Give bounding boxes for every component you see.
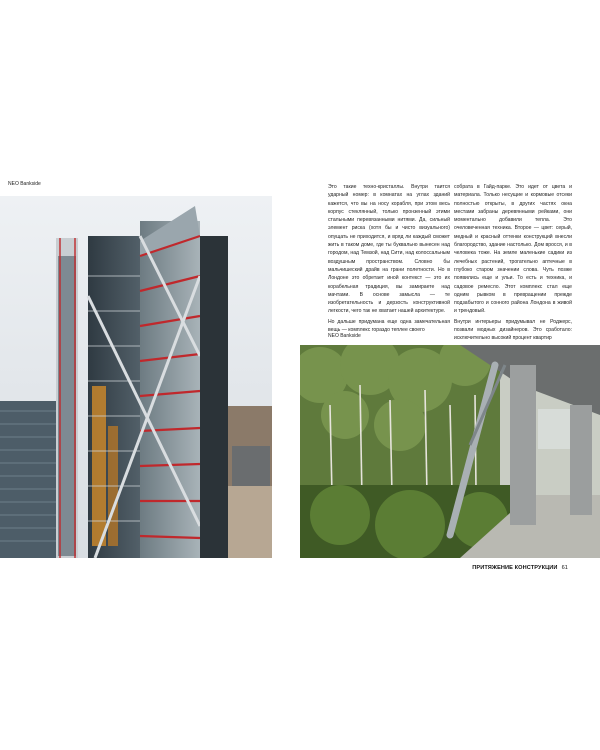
- paragraph: Это такие техно-кристаллы. Внутри таится ударный номер: в комнатах на углах зданий кажется, что вы на носу корабля, при этом весь корпус стеклянный, только пронзенный этими стальными перевязанными нитями. Да, сильный элемент риска (хотя бы и чисто визуального) опущать не приходится, и вряд ли каждый сможет жить в таком доме, где ты буквально вынесен над городом, над Темзой, над Сити, над колоссальным воздушным пространством. Словно бы мальчишеский драйв на грани полетности. Но в Лондоне это обретает иной контекст — это их корабельная традиция, вы замираете над мачтами. В основе замысла — те изобретательность и дерзость конструктивной легкости, чего так не хватает нашей архитектуре.: [328, 184, 450, 315]
- paragraph: Но дальше придумана еще одна замечательная вещь — комплекс гораздо теплее своего: [328, 318, 450, 334]
- page-number: 61: [561, 565, 568, 571]
- running-title: ПРИТЯЖЕНИЕ КОНСТРУКЦИИ: [472, 565, 558, 571]
- paragraph: Внутри интерьеры придумывал не Роджерс, позвали модных дизайнеров. Это сработало: исключительно высокий процент квартир: [454, 318, 572, 342]
- photo-caption-right: NEO Bankside: [328, 333, 361, 339]
- photo-neo-bankside-towers: [0, 196, 272, 558]
- text-column-2: [454, 183, 572, 345]
- photo-caption-left: NEO Bankside: [8, 181, 41, 187]
- paragraph: собрата в Гайд-парке. Это идет от цвета и материала. Только несущие и кормовые отсеки полностью открыты, в других частях окна местами забраны деревянными рейками, они моментально добавили тепла. Это очеловеченная техника. Второе — цвет: серый, медный и красный оттенки конструкций внесли благородство, здание настолько. Дом вросся, и в человека тоже. На земле маленькие садики из лечебных растений, трогательно аптечные в глубоко старом значении слова. Чуть позже появились еще и ульи. То есть и техника, и садовое ремесло. Этот комплекс стал еще одним рывком в превращении прежде подзабытого и сонного района Лондона в живой и трендовый.: [454, 184, 572, 315]
- photo-neo-bankside-garden: [300, 345, 600, 558]
- text-column-1: [328, 183, 450, 336]
- page-footer: [472, 565, 568, 571]
